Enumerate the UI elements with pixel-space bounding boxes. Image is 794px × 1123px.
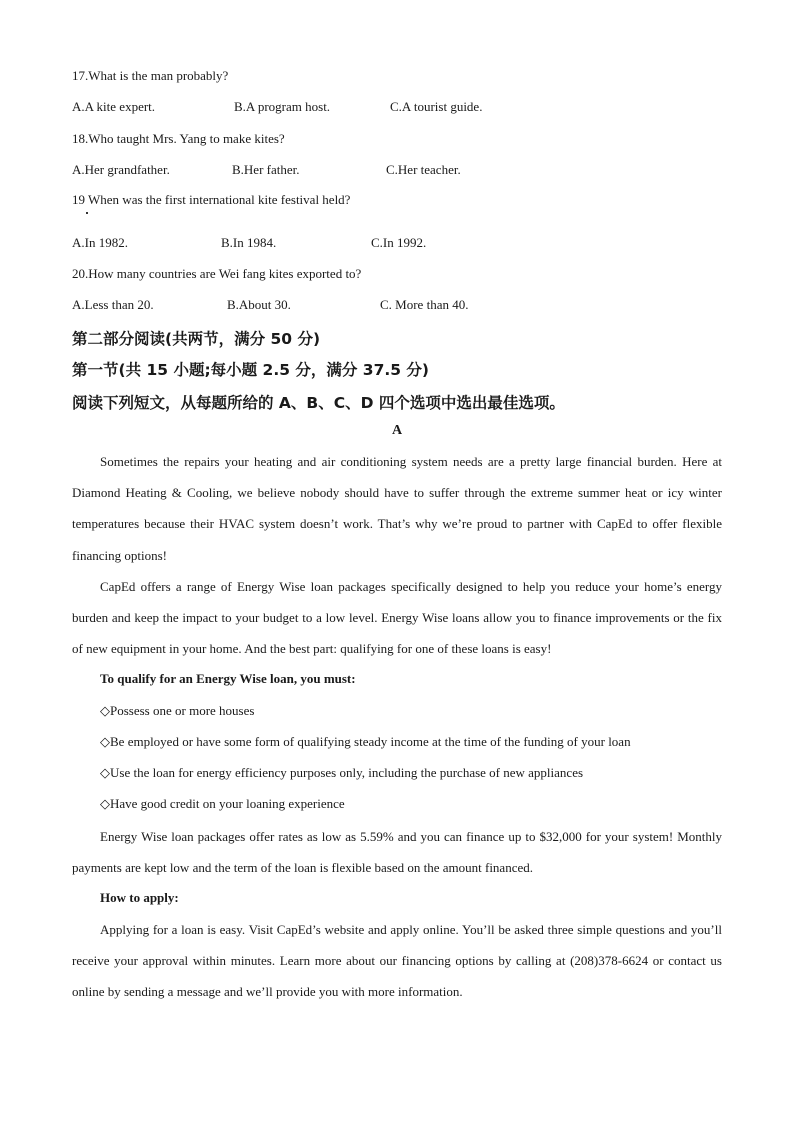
question-17-options xyxy=(72,99,722,117)
qualify-bullet-1: ◇Possess one or more houses xyxy=(100,703,255,718)
option-20-b: B.About 30. xyxy=(227,297,291,312)
question-20: 20.How many countries are Wei fang kites exported to? xyxy=(72,266,362,281)
option-18-b: B.Her father. xyxy=(232,162,300,177)
option-18-c: C.Her teacher. xyxy=(386,162,461,177)
option-17-a: A.A kite expert. xyxy=(72,99,156,114)
option-18-a: A.Her grandfather. xyxy=(72,162,170,177)
option-20-a: A.Less than 20. xyxy=(72,297,154,312)
question-20-options xyxy=(72,297,722,315)
section-title: 第一节(共 15 小题;每小题 2.5 分，满分 37.5 分) xyxy=(72,361,430,379)
question-19-options xyxy=(72,235,722,253)
passage-paragraph-4: Applying for a loan is easy. Visit CapEd’s website and apply online. You’ll be asked three simple questions and you’ll receive your approval within minutes. Learn more about our financing options by calling at (208)378-6624 or contact us online by sending a message and we’ll provide you with more information. xyxy=(72,922,722,1000)
question-18: 18.Who taught Mrs. Yang to make kites? xyxy=(72,131,285,146)
passage-label: A xyxy=(391,423,403,438)
question-17: 17.What is the man probably? xyxy=(72,68,229,83)
option-17-c: C.A tourist guide. xyxy=(390,99,483,114)
apply-heading: How to apply: xyxy=(100,890,179,905)
passage-paragraph-1: Sometimes the repairs your heating and air conditioning system needs are a pretty large financial burden. Here at Diamond Heating & Cooling, we believe nobody should have to suffer through the extreme summer heat or icy winter temperatures because their HVAC system doesn’t work. That’s why we’re proud to partner with CapEd to offer flexible financing options! xyxy=(72,454,722,563)
passage-paragraph-3: Energy Wise loan packages offer rates as low as 5.59% and you can finance up to $32,000 for your system! Monthly payments are kept low and the term of the loan is flexible based on the amount financed. xyxy=(72,829,722,876)
passage-paragraph-2: CapEd offers a range of Energy Wise loan packages specifically designed to help you reduce your home’s energy burden and keep the impact to your budget to a low level. Energy Wise loans allow you to finance improvements or the fix of new equipment in your home. And the best part: qualifying for one of these loans is easy! xyxy=(72,579,722,657)
qualify-bullet-4: ◇Have good credit on your loaning experience xyxy=(100,796,345,811)
question-18-options xyxy=(72,162,722,180)
option-17-b: B.A program host. xyxy=(234,99,331,114)
option-19-c: C.In 1992. xyxy=(371,235,427,250)
question-19: 19 When was the first international kite festival held? xyxy=(72,192,351,207)
qualify-bullet-3: ◇Use the loan for energy efficiency purposes only, including the purchase of new appliances xyxy=(100,765,584,780)
option-19-a: A.In 1982. xyxy=(72,235,128,250)
section-instruction: 阅读下列短文，从每题所给的 A、B、C、D 四个选项中选出最佳选项。 xyxy=(72,394,565,412)
option-20-c: C. More than 40. xyxy=(380,297,469,312)
part-title: 第二部分阅读(共两节，满分 50 分) xyxy=(72,330,321,348)
option-19-b: B.In 1984. xyxy=(221,235,277,250)
qualify-heading: To qualify for an Energy Wise loan, you must: xyxy=(100,671,356,686)
qualify-bullet-2: ◇Be employed or have some form of qualifying steady income at the time of the funding of your loan xyxy=(100,734,631,749)
stray-mark xyxy=(86,212,88,214)
